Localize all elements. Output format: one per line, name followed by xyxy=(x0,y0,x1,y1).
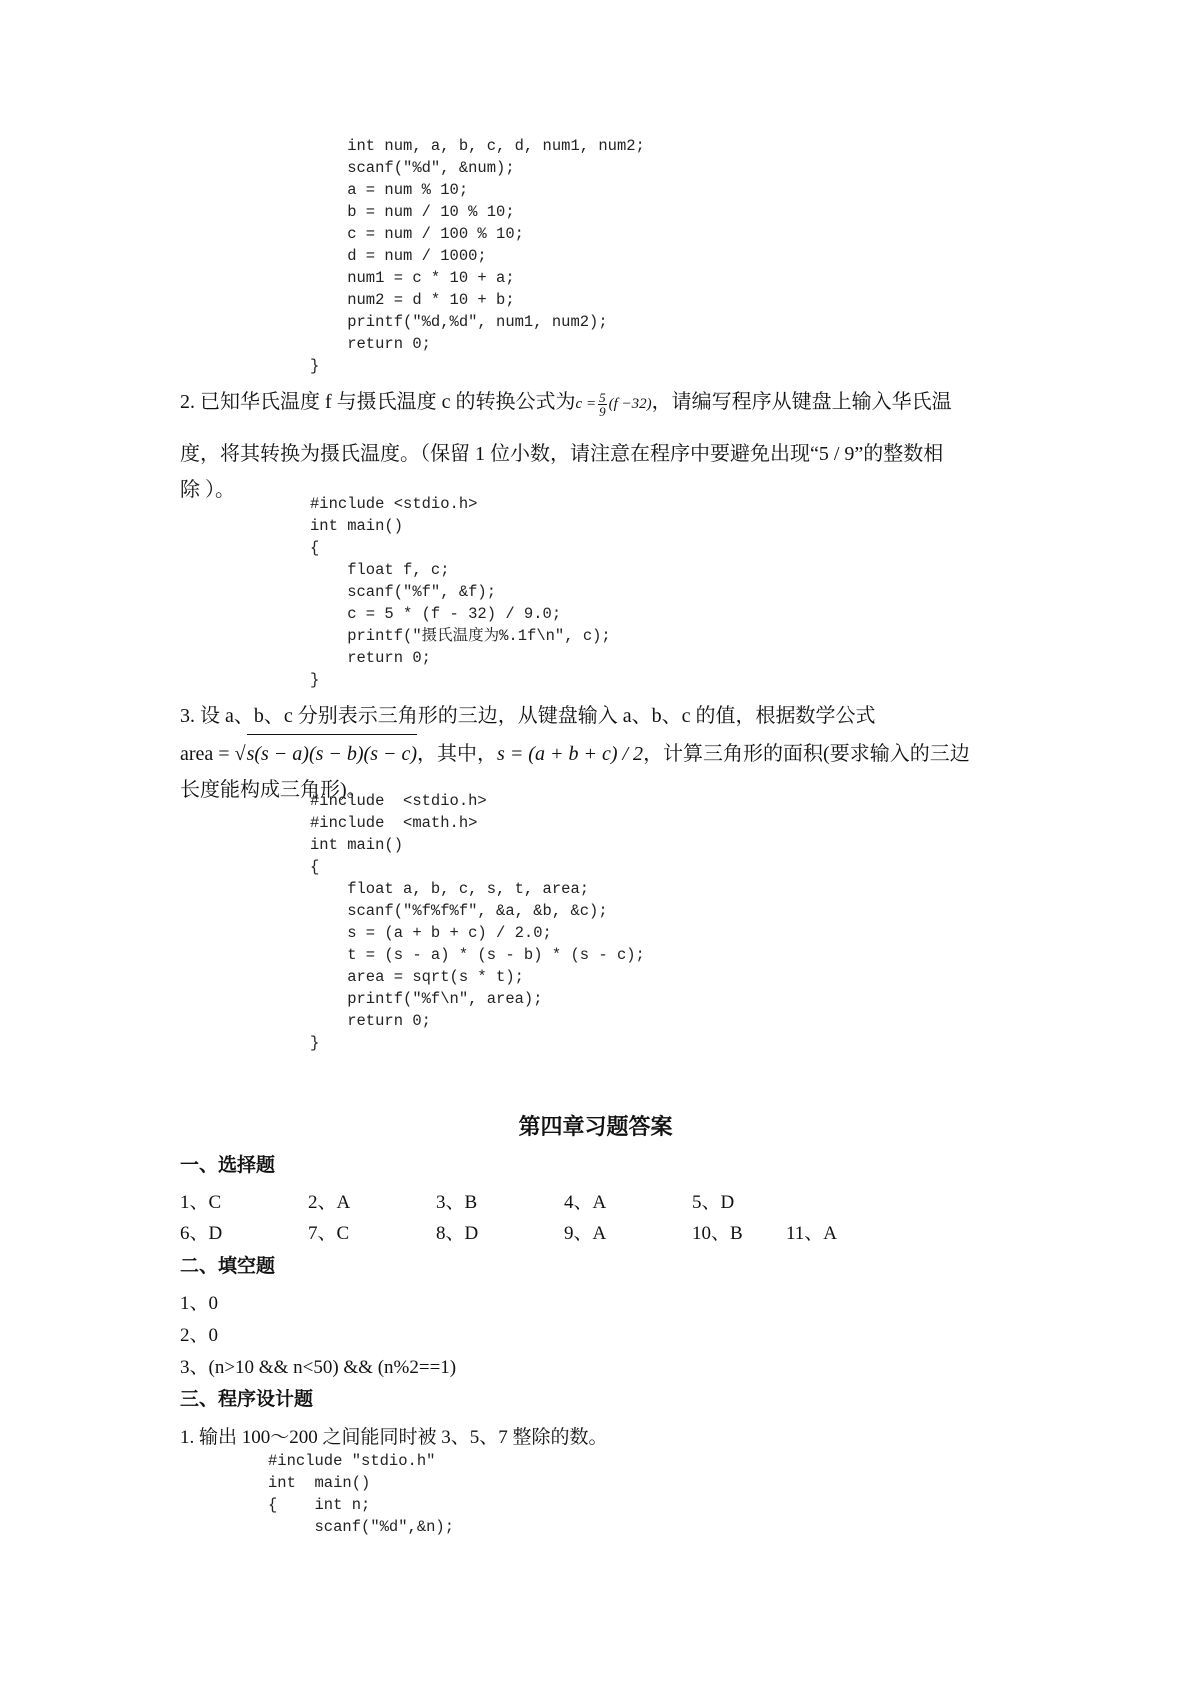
question-3-line-1: 3. 设 a、b、c 分别表示三角形的三边，从键盘输入 a、b、c 的值，根据数学公式 xyxy=(180,705,876,727)
question-3-mid-text: ，其中， xyxy=(417,743,498,765)
code-block-triangle-area: #include <stdio.h> #include <math.h> int main() { float a, b, c, s, t, area; scanf("%f%f%f", &a, &b, &c); s = (a + b + c) / 2.0; t = (s - a) * (s - b) * (s - c); area = sqrt(s * t); printf("%f\n", area); return 0; } xyxy=(310,792,645,1052)
section-program-heading: 三、程序设计题 xyxy=(180,1388,314,1410)
program-question-1: 1. 输出 100～200 之间能同时被 3、5、7 整除的数。 xyxy=(180,1427,608,1448)
choice-answer: 5、D xyxy=(692,1192,735,1213)
fill-answer-2: 2、0 xyxy=(180,1325,219,1346)
formula-lhs: c = xyxy=(575,396,597,412)
question-2-line-2: 度，将其转换为摄氏温度。（保留 1 位小数，请注意在程序中要避免出现“5 / 9”的整数相 xyxy=(180,443,944,465)
question-2-text-suffix: ，请编写程序从键盘上输入华氏温 xyxy=(651,391,952,413)
code-block-divisible: #include "stdio.h" int main() { int n; scanf("%d",&n); xyxy=(268,1452,455,1536)
question-2-text: 2. 已知华氏温度 f 与摄氏温度 c 的转换公式为 xyxy=(180,391,576,413)
formula-fraction xyxy=(598,391,607,418)
section-fill-heading: 二、填空题 xyxy=(180,1255,276,1277)
choice-answer: 4、A xyxy=(564,1192,607,1213)
fraction-denominator: 9 xyxy=(599,404,606,420)
area-label: area = xyxy=(180,743,235,765)
question-2-line-3: 除 ）。 xyxy=(180,479,235,501)
choice-answer: 7、C xyxy=(308,1223,350,1244)
question-3-suffix-text: ，计算三角形的面积(要求输入的三边 xyxy=(643,743,970,765)
choice-answer: 2、A xyxy=(308,1192,351,1213)
code-block-digit-swap: int num, a, b, c, d, num1, num2; scanf("%d", &num); a = num % 10; b = num / 10 % 10; c = num / 100 % 10; d = num / 1000; num1 = c * 10 + a; num2 = d * 10 + b; printf("%d,%d", num1, num2); return 0; } xyxy=(310,137,645,375)
choice-answer: 8、D xyxy=(436,1223,479,1244)
sqrt-sign-icon: √ xyxy=(234,743,246,765)
question-2 xyxy=(180,384,1016,508)
choice-answer: 6、D xyxy=(180,1223,223,1244)
chapter-title: 第四章习题答案 xyxy=(518,1115,673,1140)
choice-answer: 9、A xyxy=(564,1223,607,1244)
formula-rhs: (f −32) xyxy=(608,396,652,412)
choice-answer: 10、B xyxy=(692,1223,743,1244)
fill-answer-3: 3、(n>10 && n<50) && (n%2==1) xyxy=(180,1357,457,1378)
fill-answer-1: 1、0 xyxy=(180,1293,219,1314)
code-block-temperature: #include <stdio.h> int main() { float f, c; scanf("%f", &f); c = 5 * (f - 32) / 9.0; printf("摄氏温度为%.1f\n", c); return 0; } xyxy=(310,495,611,689)
s-formula: s = (a + b + c) / 2 xyxy=(497,743,644,765)
question-3-line-2 xyxy=(180,734,1016,772)
choice-answer: 11、A xyxy=(786,1223,838,1244)
fraction-numerator: 5 xyxy=(599,390,606,406)
question-3-line-3: 长度能构成三角形)。 xyxy=(180,779,367,801)
choice-answer: 3、B xyxy=(436,1192,478,1213)
celsius-formula xyxy=(575,390,652,420)
choice-answer: 1、C xyxy=(180,1192,222,1213)
section-choice-heading: 一、选择题 xyxy=(180,1154,276,1176)
question-2-line-1 xyxy=(180,384,1016,422)
area-radicand: s(s − a)(s − b)(s − c) xyxy=(247,734,417,772)
